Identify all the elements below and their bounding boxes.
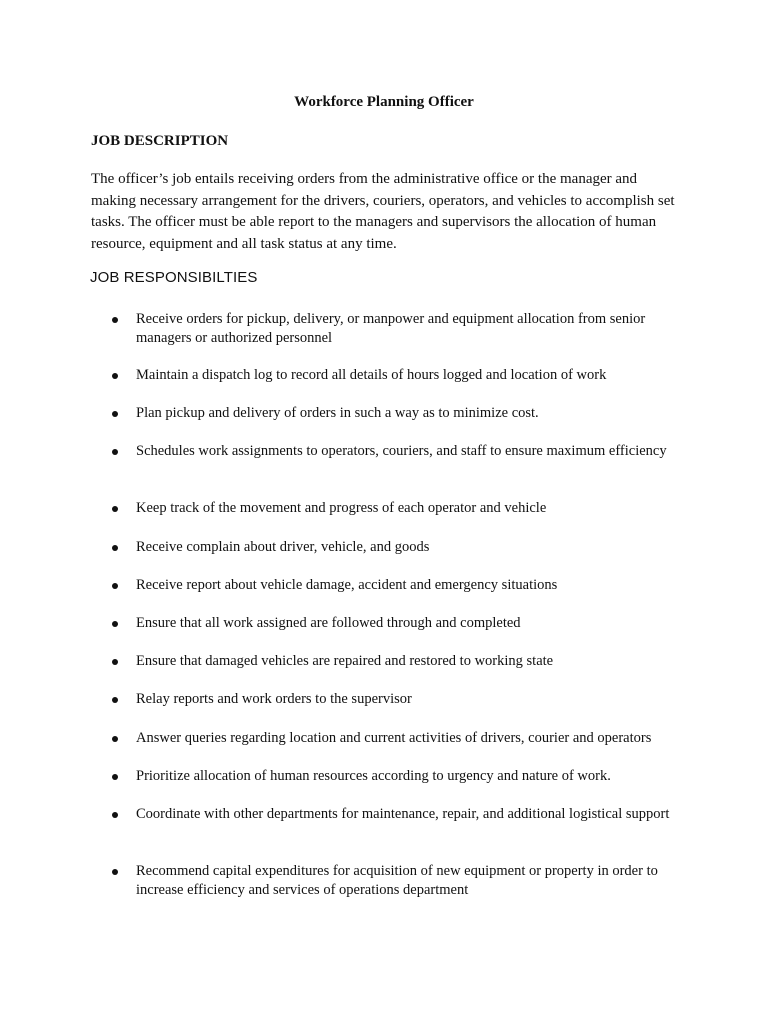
responsibility-item <box>112 538 682 557</box>
responsibility-item <box>112 729 682 748</box>
bullet-icon <box>112 545 118 551</box>
bullet-icon <box>112 506 118 512</box>
responsibility-text: Prioritize allocation of human resources according to urgency and nature of work. <box>136 768 611 784</box>
job-description-heading: JOB DESCRIPTION <box>91 133 229 149</box>
bullet-icon <box>112 869 118 875</box>
bullet-icon <box>112 659 118 665</box>
bullet-icon <box>112 449 118 455</box>
bullet-icon <box>112 583 118 589</box>
responsibility-text: Recommend capital expenditures for acquisition of new equipment or property in order to increase efficiency and services of operations department <box>136 863 658 898</box>
bullet-icon <box>112 697 118 703</box>
responsibility-text: Ensure that damaged vehicles are repaired and restored to working state <box>136 653 554 669</box>
bullet-icon <box>112 317 118 323</box>
responsibility-item <box>112 862 682 900</box>
responsibility-text: Plan pickup and delivery of orders in such a way as to minimize cost. <box>136 405 539 421</box>
bullet-icon <box>112 774 118 780</box>
responsibility-text: Keep track of the movement and progress of each operator and vehicle <box>136 500 547 516</box>
responsibility-item <box>112 690 682 709</box>
responsibility-text: Receive report about vehicle damage, accident and emergency situations <box>136 577 558 593</box>
job-responsibilities-heading: JOB RESPONSIBILTIES <box>90 269 258 286</box>
responsibility-text: Schedules work assignments to operators, couriers, and staff to ensure maximum efficiency <box>136 443 667 459</box>
responsibility-item <box>112 576 682 595</box>
responsibility-text: Receive complain about driver, vehicle, and goods <box>136 539 430 555</box>
bullet-icon <box>112 373 118 379</box>
responsibility-item <box>112 652 682 671</box>
responsibility-item <box>112 805 682 824</box>
responsibility-text: Receive orders for pickup, delivery, or manpower and equipment allocation from senior managers or authorized personnel <box>136 311 646 346</box>
responsibility-item <box>112 310 682 348</box>
responsibility-text: Answer queries regarding location and current activities of drivers, courier and operators <box>136 730 652 746</box>
responsibility-item <box>112 767 682 786</box>
job-description-text: The officer’s job entails receiving orders from the administrative office or the manager and making necessary arrangement for the drivers, couriers, operators, and vehicles to accomplish set tasks. The officer must be able report to the managers and supervisors the allocation of human resource, equipment and all task status at any time. <box>91 171 675 252</box>
document-title: Workforce Planning Officer <box>294 94 474 110</box>
responsibility-item <box>112 614 682 633</box>
responsibility-item <box>112 499 682 518</box>
bullet-icon <box>112 411 118 417</box>
responsibility-text: Maintain a dispatch log to record all details of hours logged and location of work <box>136 367 607 383</box>
responsibility-item <box>112 366 682 385</box>
bullet-icon <box>112 736 118 742</box>
responsibility-item <box>112 442 682 461</box>
bullet-icon <box>112 621 118 627</box>
bullet-icon <box>112 812 118 818</box>
responsibility-text: Relay reports and work orders to the supervisor <box>136 691 412 707</box>
responsibility-item <box>112 404 682 423</box>
responsibility-text: Coordinate with other departments for maintenance, repair, and additional logistical support <box>136 806 670 822</box>
responsibility-text: Ensure that all work assigned are followed through and completed <box>136 615 521 631</box>
